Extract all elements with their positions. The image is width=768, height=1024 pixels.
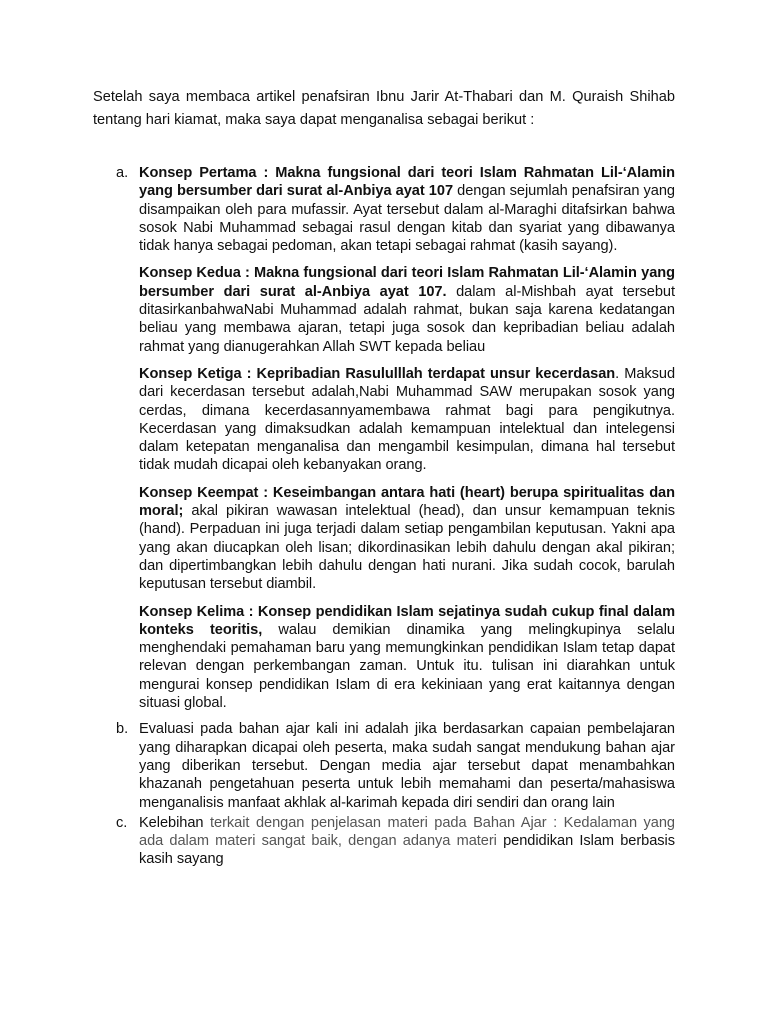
kelebihan-paragraph — [139, 814, 675, 869]
kelebihan-detail: terkait dengan penjelasan materi pada Bahan Ajar : Kedalaman yang ada dalam materi sangat baik, dengan adanya materi — [139, 814, 675, 850]
kelebihan-label: Kelebihan — [139, 814, 204, 831]
list-marker-a: a. — [116, 165, 129, 181]
list-marker-b: b. — [116, 721, 129, 738]
analysis-list — [0, 164, 768, 869]
konsep-kelima-paragraph — [139, 603, 675, 713]
list-item-b — [0, 720, 768, 811]
konsep-pertama-paragraph — [139, 164, 675, 255]
konsep-ketiga-body: . Maksud dari kecerdasan tersebut adalah,Nabi Muhammad SAW merupakan sosok yang cerdas, dimana kecerdasannyamembawa rahmat bagi para pengikutnya. Kecerdasan yang dimaksudkan adalah kemampuan intelektual dan intelegensi dalam ketepatan menganalisa dan mengambil kesimpulan, dimana hal tersebut tidak mudah dicapai oleh kebanyakan orang. — [139, 365, 676, 474]
konsep-ketiga-heading: Konsep Ketiga : Kepribadian Rasululllah terdapat unsur kecerdasan — [139, 365, 616, 382]
konsep-keempat-body: akal pikiran wawasan intelektual (head), dan unsur kemampuan teknis (hand). Perpaduan ini juga terjadi dalam setiap pengambilan keputusan. Yakni apa yang akan diucapkan oleh lisan; dikordinasikan lebih dahulu dengan akal pikiran; dan dipertimbangkan lebih dahulu dengan hati nurani. Jika sudah cocok, barulah keputusan tersebut diambil. — [139, 503, 675, 593]
konsep-kedua-body: dalam al-Mishbah ayat tersebut ditasirkanbahwaNabi Muhammad adalah rahmat, bukan saja karena kedatangan beliau yang membawa ajaran, tetapi juga sosok dan kepribadian beliau adalah rahmat yang dianugerahkan Allah SWT kepada beliau — [139, 283, 675, 355]
konsep-keempat-paragraph — [139, 484, 675, 594]
konsep-kelima-body: walau demikian dinamika yang melingkupinya selalu menghendaki pemahaman baru yang memungkinkan pendidikan Islam tetap dapat relevan dengan perkembangan zaman. Untuk itu. tulisan ini diarahkan untuk mengurai konsep pendidikan Islam di era kekiniaan yang erat kaitannya dengan situasi global. — [139, 621, 675, 712]
list-item-a — [0, 164, 768, 712]
konsep-kedua-heading: Konsep Kedua : Makna fungsional dari teori Islam Rahmatan Lil-‘Alamin yang bersumber dari surat al-Anbiya ayat 107. — [139, 265, 675, 300]
intro-paragraph: Setelah saya membaca artikel penafsiran Ibnu Jarir At-Thabari dan M. Quraish Shihab tentang hari kiamat, maka saya dapat menganalisa sebagai berikut : — [93, 89, 675, 128]
evaluasi-paragraph: Evaluasi pada bahan ajar kali ini adalah jika berdasarkan capaian pembelajaran yang diharapkan dicapai oleh peserta, maka sudah sangat mendukung bahan ajar yang diberikan tersebut. Dengan media ajar tersebut dapat menambahkan khazanah pengetahuan peserta untuk lebih memahami dan peserta/mahasiswa menganalisis manfaat akhlak al-karimah kepada diri sendiri dan orang lain — [139, 721, 675, 811]
konsep-keempat-heading: Konsep Keempat : Keseimbangan antara hati (heart) berupa spiritualitas dan moral; — [139, 484, 675, 520]
konsep-pertama-body: dengan sejumlah penafsiran yang disampaikan oleh para mufassir. Ayat tersebut dalam al-Maraghi ditafsirkan bahwa sosok Nabi Muhammad sebagai rasul dengan kitab dan syariat yang dibawanya tidak hanya sebagai pedoman, akan tetapi sebagai rahmat (kasih sayang). — [139, 183, 675, 255]
konsep-kelima-heading: Konsep Kelima : Konsep pendidikan Islam sejatinya sudah cukup final dalam konteks teoritis, — [139, 603, 675, 638]
kelebihan-topic: pendidikan Islam berbasis kasih sayang — [139, 833, 675, 868]
list-marker-c: c. — [116, 814, 128, 831]
konsep-ketiga-paragraph — [139, 365, 675, 475]
konsep-kedua-paragraph — [139, 264, 675, 355]
konsep-pertama-heading: Konsep Pertama : Makna fungsional dari teori Islam Rahmatan Lil-‘Alamin yang bersumber dari surat al-Anbiya ayat 107 — [139, 165, 675, 200]
list-item-c — [0, 814, 768, 869]
